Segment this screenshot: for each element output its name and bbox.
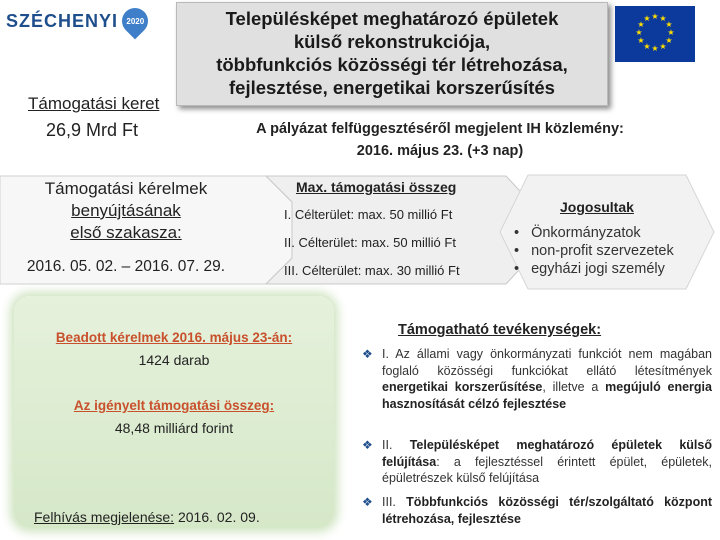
submitted-label: Beadott kérelmek 2016. május 23-án: xyxy=(55,330,293,345)
eligible-list xyxy=(514,224,674,278)
eligible-title: Jogosultak xyxy=(560,199,634,215)
diamond-bullet-icon: ❖ xyxy=(362,347,373,361)
svg-text:★: ★ xyxy=(643,14,651,23)
requested-value: 48,48 milliárd forint xyxy=(114,420,234,436)
activity-1-bold-2: megújuló energia hasznosítását célzó fejlesztése xyxy=(382,380,712,411)
activity-item xyxy=(362,346,712,412)
submitted-value: 1424 darab xyxy=(138,352,210,368)
svg-text:★: ★ xyxy=(637,36,645,45)
submission-date: 2016. 05. 02. – 2016. 07. 29. xyxy=(26,258,226,275)
call-publication xyxy=(34,509,260,525)
activity-2-text: : a fejlesztéssel érintett épület, épületek, épületrészek külső felújítása xyxy=(382,454,712,485)
activity-item xyxy=(362,437,712,487)
svg-text:★: ★ xyxy=(643,42,651,51)
szechenyi-logo xyxy=(6,4,156,38)
activity-2-prefix: II. xyxy=(382,438,410,452)
title-line-2: külső rekonstrukciója, xyxy=(293,31,491,52)
submission-line-3: első szakasza: xyxy=(70,223,182,242)
budget-label: Támogatási keret xyxy=(28,94,160,113)
diamond-bullet-icon: ❖ xyxy=(362,438,373,452)
call-date: 2016. 02. 09. xyxy=(177,509,260,525)
page-title xyxy=(176,2,608,106)
svg-text:★: ★ xyxy=(635,28,643,37)
eu-flag-icon xyxy=(615,6,695,62)
activity-1-mid: , illetve a xyxy=(542,380,606,394)
submission-line-2: benyújtásának xyxy=(71,201,181,220)
activity-1-text: I. Az állami vagy önkormányzati funkciót nem magában foglaló közösségi funkciókat ellátó létesítmények xyxy=(382,347,712,378)
requested-label: Az igényelt támogatási összeg: xyxy=(73,398,275,413)
list-item: • egyházi jogi személy xyxy=(514,260,674,278)
activities-title: Támogatható tevékenységek: xyxy=(398,322,602,338)
announcement-line-1: A pályázat felfüggesztéséről megjelent IH közlemény: xyxy=(256,121,624,137)
svg-text:★: ★ xyxy=(667,28,675,37)
max-support-item: II. Célterület: max. 50 millió Ft xyxy=(284,235,456,250)
svg-text:★: ★ xyxy=(659,42,667,51)
list-item: • Önkormányzatok xyxy=(514,224,674,242)
logo-pin-icon xyxy=(117,3,154,40)
activity-2-bold: Településképet meghatározó épületek külső felújítása xyxy=(382,438,712,469)
activity-1-bold: energetikai korszerűsítése xyxy=(382,380,543,394)
svg-text:★: ★ xyxy=(659,14,667,23)
activity-3-prefix: III. xyxy=(382,495,407,509)
suspension-announcement xyxy=(190,118,690,162)
activity-3-bold: Többfunkciós közösségi tér/szolgáltató központ létrehozása, fejlesztése xyxy=(382,495,712,526)
title-line-4: fejlesztése, energetikai korszerűsítés xyxy=(229,77,555,98)
call-label: Felhívás megjelenése: xyxy=(34,509,175,525)
list-item: • non-profit szervezetek xyxy=(514,242,674,260)
submission-line-1: Támogatási kérelmek xyxy=(44,179,208,198)
svg-text:★: ★ xyxy=(651,44,659,53)
svg-text:★: ★ xyxy=(651,12,659,21)
svg-text:★: ★ xyxy=(665,36,673,45)
activity-item xyxy=(362,494,712,527)
svg-text:★: ★ xyxy=(665,20,673,29)
title-line-3: többfunkciós közösségi tér létrehozása, xyxy=(216,54,568,75)
logo-badge-text: 2020 xyxy=(126,16,144,26)
svg-text:★: ★ xyxy=(637,20,645,29)
max-support-item: I. Célterület: max. 50 millió Ft xyxy=(284,207,453,222)
submission-period xyxy=(6,178,246,278)
budget-value: 26,9 Mrd Ft xyxy=(46,120,139,140)
logo-text: SZÉCHENYI xyxy=(6,10,119,31)
announcement-line-2: 2016. május 23. (+3 nap) xyxy=(356,143,524,159)
diamond-bullet-icon: ❖ xyxy=(362,495,373,509)
max-support-title: Max. támogatási összeg xyxy=(296,179,457,195)
max-support-item: III. Célterület: max. 30 millió Ft xyxy=(284,263,460,278)
title-line-1: Településképet meghatározó épületek xyxy=(225,8,559,29)
